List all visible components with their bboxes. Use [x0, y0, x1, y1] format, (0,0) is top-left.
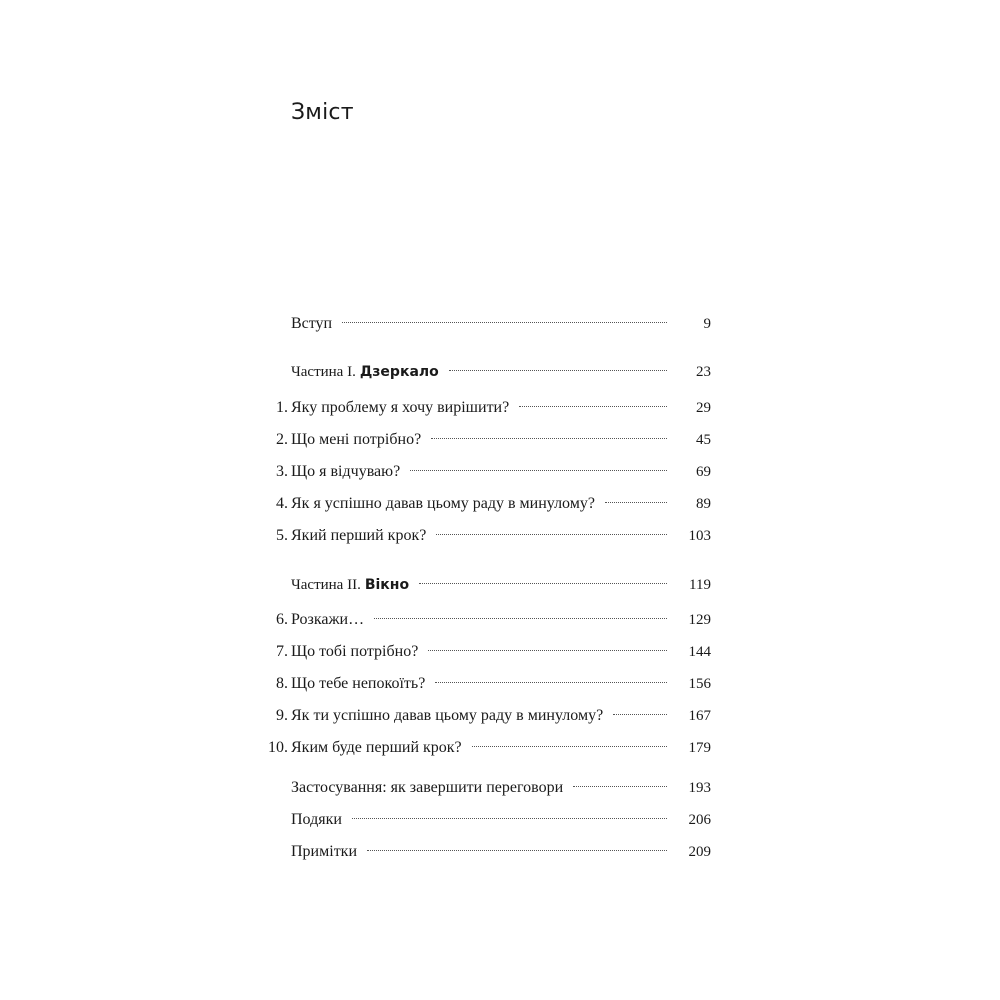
toc-entry-chapter-7[interactable]: [0, 641, 1000, 663]
dot-leader: [374, 618, 667, 619]
entry-page: 23: [696, 364, 711, 380]
entry-page: 45: [696, 432, 711, 448]
entry-page: 29: [696, 400, 711, 416]
toc-entry-intro[interactable]: [0, 313, 1000, 335]
dot-leader: [449, 370, 667, 371]
entry-label: Що тебе непокоїть?: [291, 675, 426, 692]
entry-page: 179: [688, 740, 711, 756]
dot-leader: [519, 406, 667, 407]
entry-number: 3.: [276, 463, 288, 480]
toc-entry-part-1[interactable]: [0, 361, 1000, 383]
entry-number: 6.: [276, 611, 288, 628]
toc-entry-chapter-4[interactable]: [0, 493, 1000, 515]
entry-page: 206: [688, 812, 711, 828]
dot-leader: [436, 534, 667, 535]
entry-label: Як ти успішно давав цьому раду в минулому?: [291, 707, 604, 724]
part-name: Дзеркало: [359, 364, 439, 380]
dot-leader: [419, 583, 667, 584]
toc-entry-chapter-6[interactable]: [0, 609, 1000, 631]
entry-label: Розкажи…: [291, 611, 365, 628]
entry-page: 103: [688, 528, 711, 544]
dot-leader: [367, 850, 667, 851]
dot-leader: [435, 682, 667, 683]
dot-leader: [352, 818, 667, 819]
toc-entry-chapter-8[interactable]: [0, 673, 1000, 695]
entry-label: Подяки: [291, 811, 342, 828]
toc-entry-chapter-2[interactable]: [0, 429, 1000, 451]
part-name: Вікно: [364, 577, 410, 593]
entry-number: 8.: [276, 675, 288, 692]
entry-label: [291, 574, 415, 596]
entry-page: 119: [689, 577, 711, 593]
dot-leader: [613, 714, 667, 715]
entry-page: 129: [688, 612, 711, 628]
entry-page: 69: [696, 464, 711, 480]
dot-leader: [428, 650, 667, 651]
entry-label: Яку проблему я хочу вирішити?: [291, 399, 510, 416]
entry-number: 10.: [268, 739, 288, 756]
entry-label: Застосування: як завершити переговори: [291, 779, 564, 796]
entry-number: 2.: [276, 431, 288, 448]
entry-label: Вступ: [291, 315, 333, 332]
dot-leader: [431, 438, 667, 439]
toc-entry-chapter-9[interactable]: [0, 705, 1000, 727]
toc-entry-part-2[interactable]: [0, 574, 1000, 596]
entry-page: 167: [688, 708, 711, 724]
dot-leader: [472, 746, 667, 747]
toc-entry-notes[interactable]: [0, 841, 1000, 863]
dot-leader: [573, 786, 667, 787]
entry-number: 1.: [276, 399, 288, 416]
entry-label: Яким буде перший крок?: [291, 739, 462, 756]
toc-entry-chapter-10[interactable]: [0, 737, 1000, 759]
toc-entry-acknowledgements[interactable]: [0, 809, 1000, 831]
dot-leader: [342, 322, 667, 323]
part-prefix: Частина ІІ.: [291, 577, 361, 593]
entry-page: 144: [688, 644, 711, 660]
entry-page: 209: [688, 844, 711, 860]
toc-entry-chapter-1[interactable]: [0, 397, 1000, 419]
entry-label: Що тобі потрібно?: [291, 643, 419, 660]
entry-label: Що мені потрібно?: [291, 431, 422, 448]
entry-number: 7.: [276, 643, 288, 660]
entry-label: Примітки: [291, 843, 358, 860]
entry-number: 5.: [276, 527, 288, 544]
dot-leader: [605, 502, 667, 503]
entry-label: Що я відчуваю?: [291, 463, 401, 480]
entry-page: 9: [703, 316, 711, 332]
entry-page: 89: [696, 496, 711, 512]
entry-page: 193: [688, 780, 711, 796]
entry-label: [291, 361, 445, 383]
entry-label: Який перший крок?: [291, 527, 427, 544]
entry-number: 4.: [276, 495, 288, 512]
entry-label: Як я успішно давав цьому раду в минулому?: [291, 495, 595, 512]
part-prefix: Частина І.: [291, 364, 356, 380]
toc-entry-chapter-5[interactable]: [0, 525, 1000, 547]
page-title: Зміст: [291, 100, 354, 125]
toc-entry-application[interactable]: [0, 777, 1000, 799]
entry-number: 9.: [276, 707, 288, 724]
entry-page: 156: [688, 676, 711, 692]
dot-leader: [410, 470, 667, 471]
toc-entry-chapter-3[interactable]: [0, 461, 1000, 483]
